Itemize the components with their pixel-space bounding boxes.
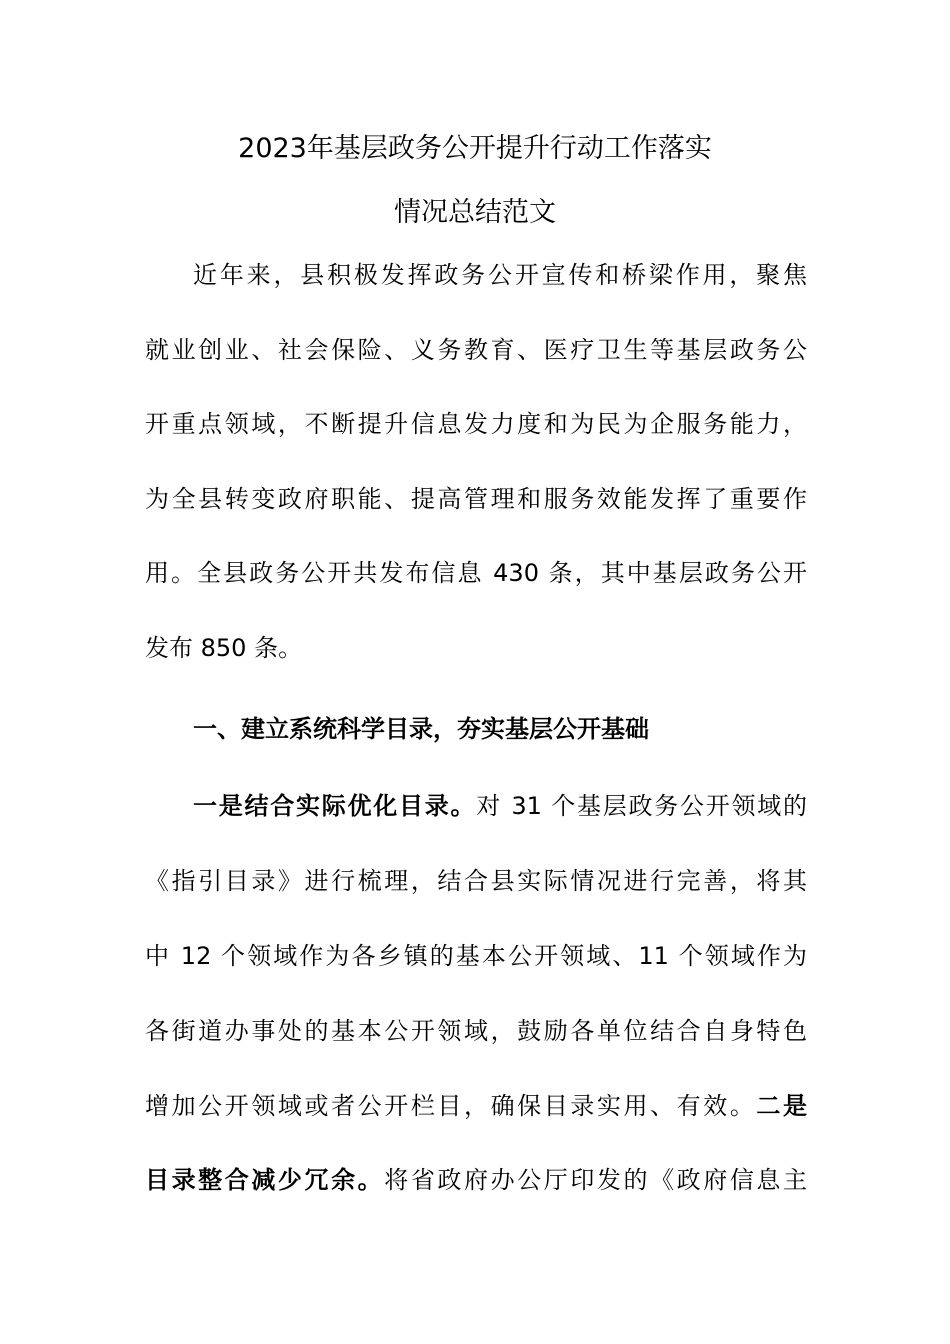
document-title-line-1: 2023年基层政务公开提升行动工作落实 [238, 133, 712, 164]
intro-line-5: 用。全县政务公开共发布信息 430 条，其中基层政务公开 [145, 559, 807, 587]
section-1-line-1 [193, 789, 807, 823]
section-1-line-2: 《指引目录》进行梳理，结合县实际情况进行完善，将其 [145, 867, 807, 895]
point-2-heading-end: 目录整合减少冗余。 [145, 1166, 385, 1194]
point-1-heading: 一是结合实际优化目录。 [193, 792, 477, 820]
section-1-line-3: 中 12 个领域作为各乡镇的基本公开领域、11 个领域作为 [145, 942, 807, 970]
point-1-text-end: 增加公开领域或者公开栏目，确保目录实用、有效。 [145, 1092, 757, 1120]
intro-line-4: 为全县转变政府职能、提高管理和服务效能发挥了重要作 [145, 485, 807, 513]
section-1-line-5 [145, 1089, 807, 1123]
point-2-text: 将省政府办公厅印发的《政府信息主 [384, 1166, 807, 1194]
point-2-heading-start: 二是 [756, 1092, 808, 1120]
intro-line-2: 就业创业、社会保险、义务教育、医疗卫生等基层政务公 [145, 336, 807, 364]
intro-line-6: 发布 850 条。 [145, 634, 303, 662]
intro-line-1: 近年来，县积极发挥政务公开宣传和桥梁作用，聚焦 [193, 261, 807, 289]
intro-line-3: 开重点领域，不断提升信息发力度和为民为企服务能力， [145, 410, 807, 438]
document-title-line-2: 情况总结范文 [394, 197, 556, 228]
point-1-text: 对 31 个基层政务公开领域的 [476, 792, 808, 820]
section-1-line-6 [145, 1163, 807, 1197]
section-1-line-4: 各街道办事处的基本公开领域，鼓励各单位结合自身特色 [145, 1017, 807, 1045]
section-1-heading: 一、建立系统科学目录，夯实基层公开基础 [193, 715, 649, 743]
